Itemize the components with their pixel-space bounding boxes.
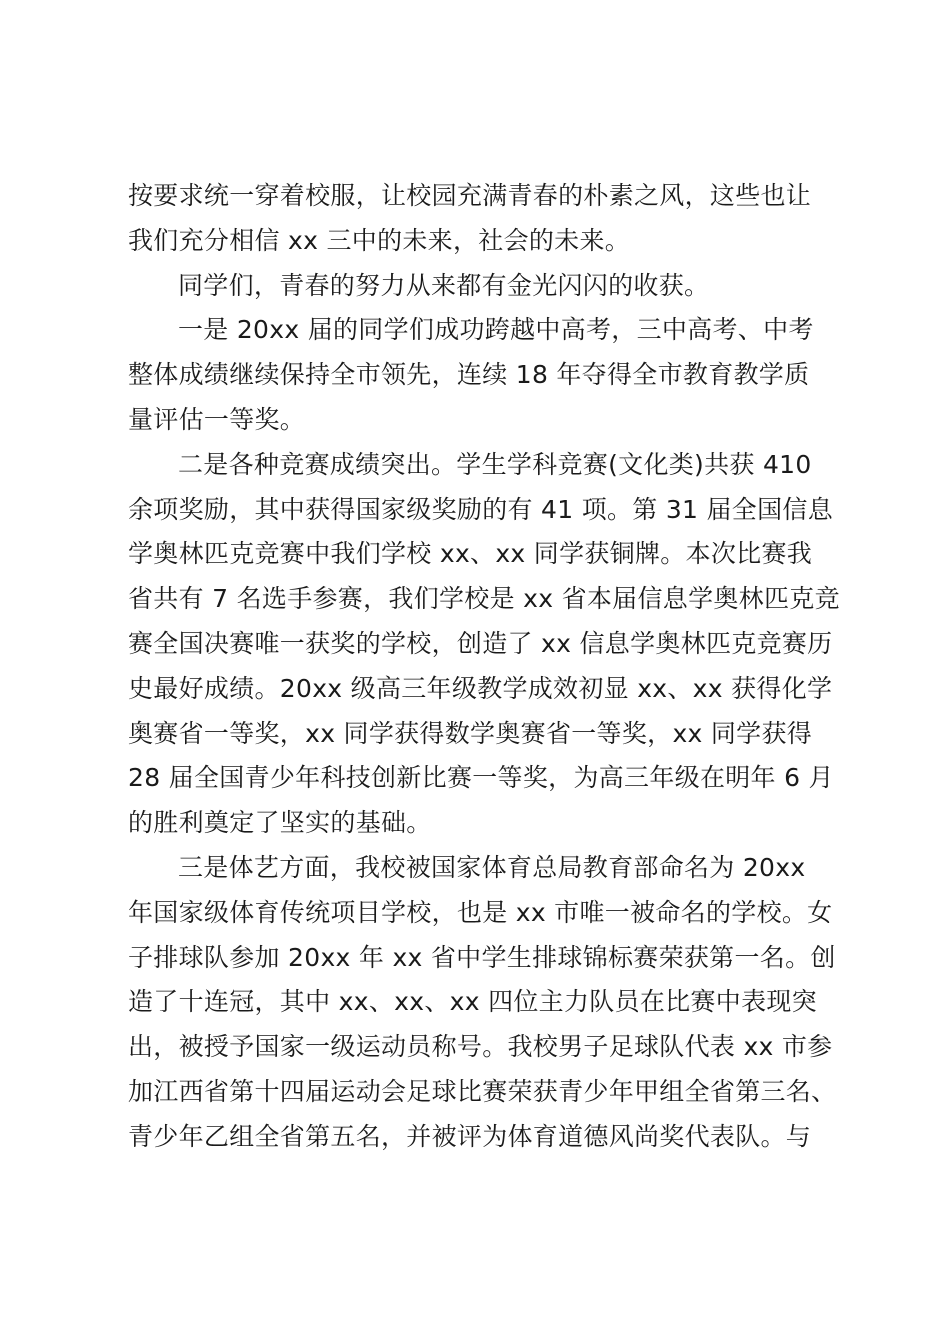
- text-line: 奥赛省一等奖，xx 同学获得数学奥赛省一等奖，xx 同学获得: [128, 718, 813, 748]
- text-line: 余项奖励，其中获得国家级奖励的有 41 项。第 31 届全国信息: [128, 494, 834, 524]
- text-line: 按要求统一穿着校服，让校园充满青春的朴素之风，这些也让: [128, 181, 812, 210]
- paragraph-sports-arts: [128, 846, 840, 1160]
- text-line: 史最好成绩。20xx 级高三年级教学成效初显 xx、xx 获得化学: [128, 673, 833, 703]
- text-line: 造了十连冠，其中 xx、xx、xx 四位主力队员在比赛中表现突: [128, 987, 817, 1017]
- text-line: 赛全国决赛唯一获奖的学校，创造了 xx 信息学奥林匹克竞赛历: [128, 628, 833, 658]
- text-line: 出，被授予国家一级运动员称号。我校男子足球队代表 xx 市参: [128, 1032, 833, 1062]
- text-line: 同学们，青春的努力从来都有金光闪闪的收获。: [178, 270, 710, 300]
- text-line: 子排球队参加 20xx 年 xx 省中学生排球锦标赛荣获第一名。创: [128, 942, 836, 972]
- text-line: 青少年乙组全省第五名，并被评为体育道德风尚奖代表队。与: [128, 1121, 812, 1151]
- paragraph-exam-results: [128, 308, 840, 442]
- paragraph-continuation: [128, 174, 840, 264]
- paragraph-competitions: [128, 443, 840, 846]
- text-line: 整体成绩继续保持全市领先，连续 18 年夺得全市教育教学质: [128, 360, 810, 390]
- text-line: 28 届全国青少年科技创新比赛一等奖，为高三年级在明年 6 月: [128, 763, 834, 793]
- text-line: 一是 20xx 届的同学们成功跨越中高考，三中高考、中考: [178, 315, 814, 345]
- text-line: 我们充分相信 xx 三中的未来，社会的未来。: [128, 225, 631, 255]
- text-line: 省共有 7 名选手参赛，我们学校是 xx 省本届信息学奥林匹克竞: [128, 584, 840, 614]
- text-line: 学奥林匹克竞赛中我们学校 xx、xx 同学获铜牌。本次比赛我: [128, 539, 813, 569]
- paragraph-harvest-intro: [128, 264, 840, 309]
- text-line: 加江西省第十四届运动会足球比赛荣获青少年甲组全省第三名、: [128, 1076, 837, 1106]
- text-line: 年国家级体育传统项目学校，也是 xx 市唯一被命名的学校。女: [128, 897, 833, 927]
- text-line: 三是体艺方面，我校被国家体育总局教育部命名为 20xx: [178, 852, 806, 882]
- text-line: 的胜利奠定了坚实的基础。: [128, 808, 432, 838]
- text-line: 量评估一等奖。: [128, 404, 306, 434]
- text-line: 二是各种竞赛成绩突出。学生学科竞赛(文化类)共获 410: [178, 449, 812, 479]
- document-body: [128, 174, 840, 1160]
